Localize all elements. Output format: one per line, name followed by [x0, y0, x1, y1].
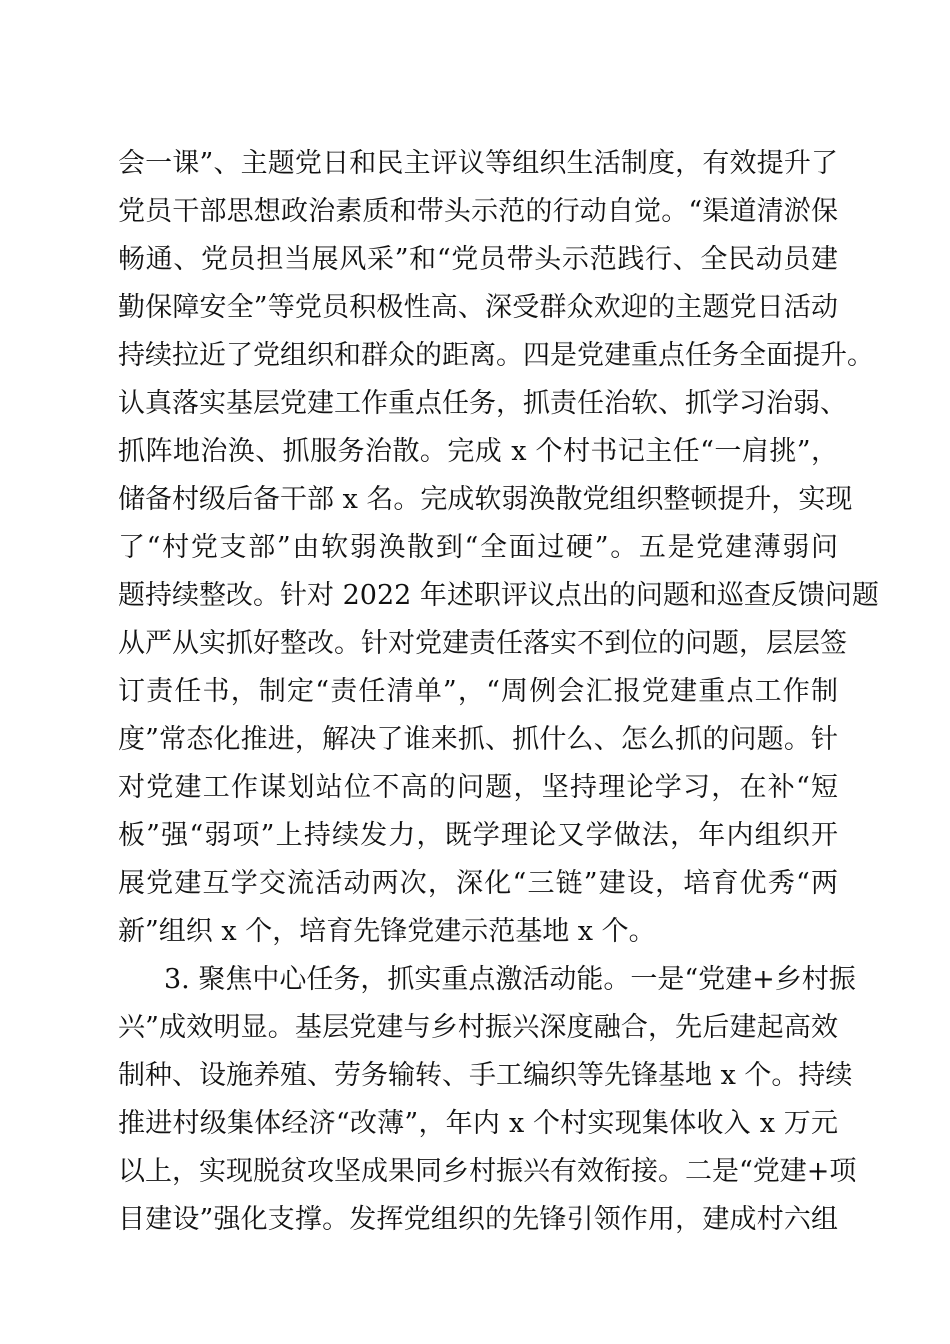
document-body [118, 140, 879, 1244]
text-line: 党员干部思想政治素质和带头示范的行动自觉。“渠道清淤保 [118, 196, 838, 227]
text-line: 从严从实抓好整改。针对党建责任落实不到位的问题，层层签 [118, 628, 847, 659]
text-line: 抓阵地治涣、抓服务治散。完成 x 个村书记主任“一肩挑”， [118, 436, 838, 467]
text-line: 订责任书，制定“责任清单”，“周例会汇报党建重点工作制 [118, 676, 838, 707]
text-line: 了“村党支部”由软弱涣散到“全面过硬”。五是党建薄弱问 [118, 532, 838, 563]
text-line: 储备村级后备干部 x 名。完成软弱涣散党组织整顿提升，实现 [118, 484, 853, 515]
text-line: 对党建工作谋划站位不高的问题，坚持理论学习，在补“短 [118, 772, 838, 803]
text-line: 以上，实现脱贫攻坚成果同乡村振兴有效衔接。二是“党建+项 [118, 1156, 857, 1187]
text-line: 题持续整改。针对 2022 年述职评议点出的问题和巡查反馈问题 [118, 580, 879, 611]
text-line: 板”强“弱项”上持续发力，既学理论又学做法，年内组织开 [118, 820, 838, 851]
text-line: 展党建互学交流活动两次，深化“三链”建设，培育优秀“两 [118, 868, 838, 899]
text-line: 推进村级集体经济“改薄”，年内 x 个村实现集体收入 x 万元 [118, 1108, 838, 1139]
text-line: 持续拉近了党组织和群众的距离。四是党建重点任务全面提升。 [118, 340, 874, 371]
text-line: 目建设”强化支撑。发挥党组织的先锋引领作用，建成村六组 [118, 1204, 838, 1235]
text-line: 勤保障安全”等党员积极性高、深受群众欢迎的主题党日活动 [118, 292, 838, 323]
text-line: 畅通、党员担当展风采”和“党员带头示范践行、全民动员建 [118, 244, 838, 275]
text-line: 兴”成效明显。基层党建与乡村振兴深度融合，先后建起高效 [118, 1012, 838, 1043]
text-line: 度”常态化推进，解决了谁来抓、抓什么、怎么抓的问题。针 [118, 724, 838, 755]
text-line: 制种、设施养殖、劳务输转、手工编织等先锋基地 x 个。持续 [118, 1060, 853, 1091]
text-line: 认真落实基层党建工作重点任务，抓责任治软、抓学习治弱、 [118, 388, 847, 419]
text-line: 新”组织 x 个，培育先锋党建示范基地 x 个。 [118, 916, 656, 947]
text-line: 会一课”、主题党日和民主评议等组织生活制度，有效提升了 [118, 148, 838, 179]
section-heading-line: 3. 聚焦中心任务，抓实重点激活动能。一是“党建+乡村振 [164, 964, 856, 995]
